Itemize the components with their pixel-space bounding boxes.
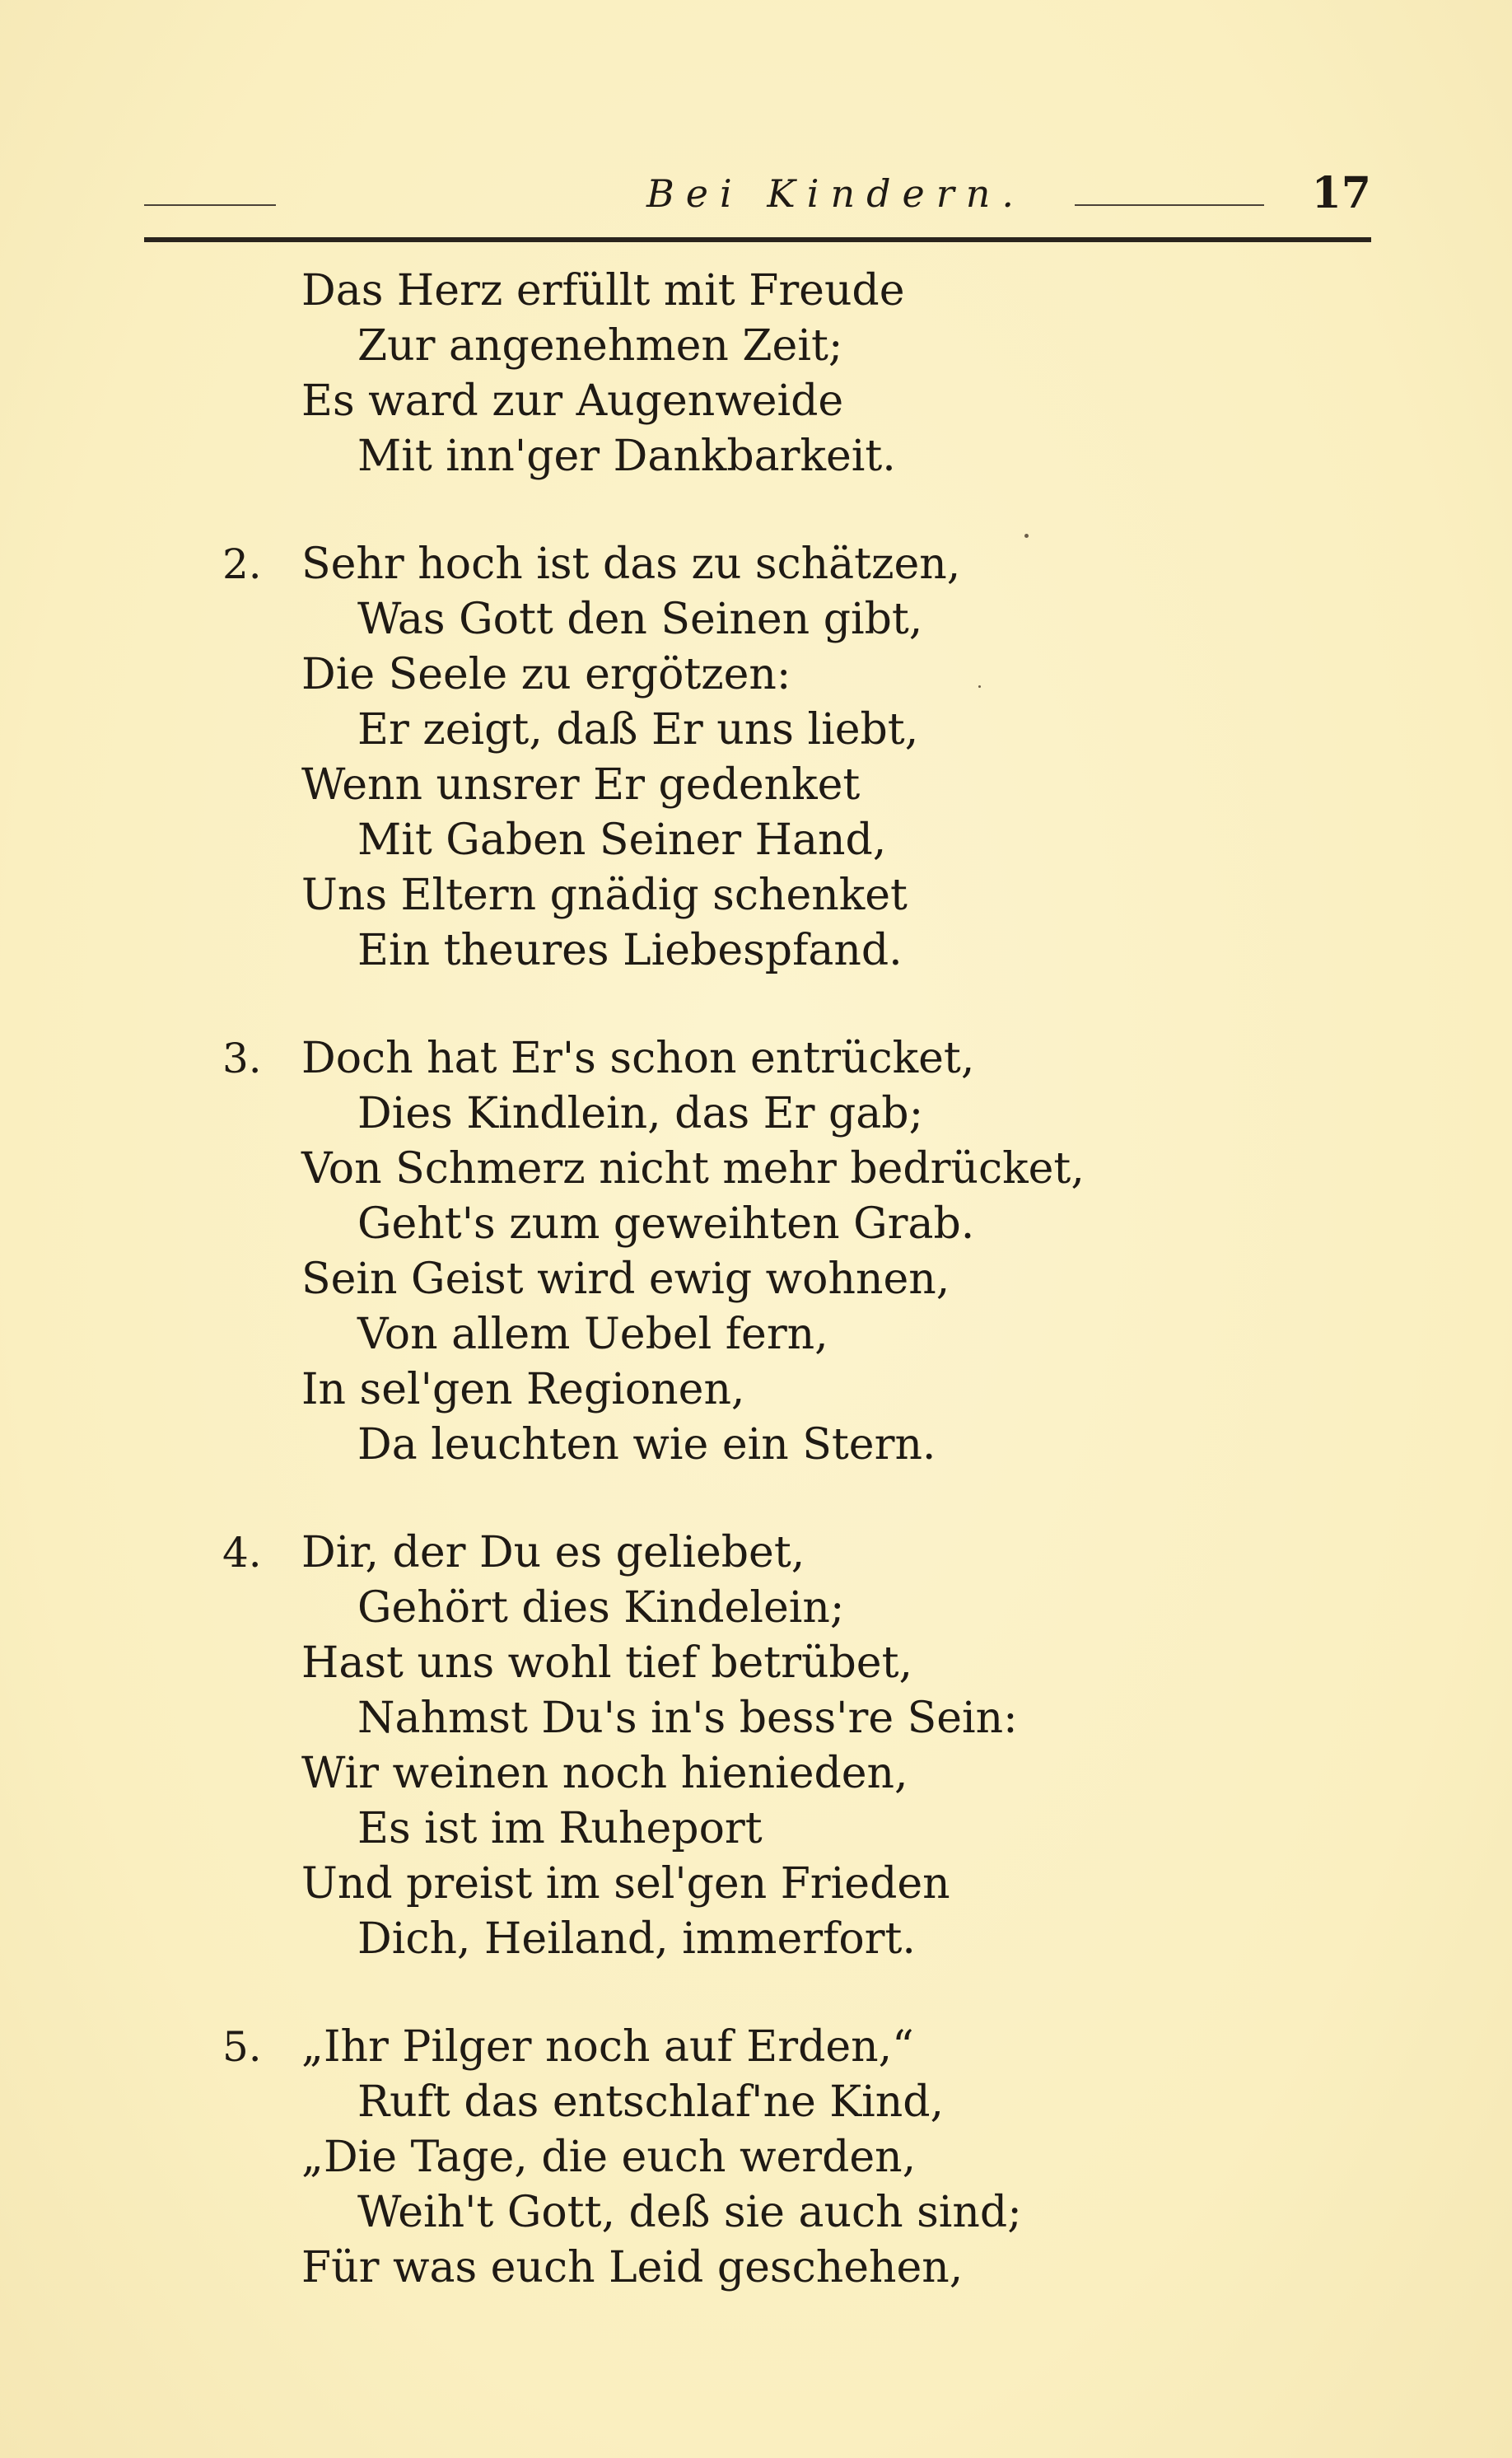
header-rule-left — [144, 204, 276, 206]
stanza-3 — [222, 1031, 1441, 1473]
verse-line: Wir weinen noch hienieden, — [301, 1749, 908, 1798]
verse-line: Er zeigt, daß Er uns liebt, — [357, 705, 919, 755]
verse-line: Sehr hoch ist das zu schätzen, — [301, 540, 961, 589]
verse-line: Es ward zur Augenweide — [301, 376, 844, 426]
verse-line: Doch hat Er's schon entrücket, — [301, 1034, 975, 1083]
verse-line: Da leuchten wie ein Stern. — [357, 1420, 936, 1470]
running-title: Bei Kindern. — [646, 171, 1025, 216]
verse-line: Dies Kindlein, das Er gab; — [357, 1089, 924, 1138]
stanza-5 — [222, 2020, 1441, 2296]
verse-line: Nahmst Du's in's bess're Sein: — [357, 1694, 1018, 1743]
verse-line: Es ist im Ruheport — [357, 1804, 763, 1853]
stanza-2 — [222, 537, 1441, 979]
stanza-number: 2. — [222, 540, 262, 588]
verse-line: Geht's zum geweihten Grab. — [357, 1199, 975, 1249]
verse-line: Von Schmerz nicht mehr bedrücket, — [301, 1144, 1085, 1194]
verse-line: Wenn unsrer Er gedenket — [301, 760, 861, 810]
verse-line: Dich, Heiland, immerfort. — [357, 1914, 916, 1964]
verse-line: Für was euch Leid geschehen, — [301, 2243, 964, 2292]
verse-line: „Ihr Pilger noch auf Erden,“ — [301, 2022, 914, 2072]
stanza-4 — [222, 1526, 1441, 1967]
verse-line: Mit inn'ger Dankbarkeit. — [357, 432, 896, 481]
paper-speck — [978, 685, 981, 688]
verse-line: Ruft das entschlaf'ne Kind, — [357, 2077, 945, 2127]
verse-line: Mit Gaben Seiner Hand, — [357, 815, 887, 865]
paper-speck — [1024, 534, 1029, 538]
verse-line: Was Gott den Seinen gibt, — [357, 595, 923, 644]
verse-line: Hast uns wohl tief betrübet, — [301, 1638, 912, 1688]
stanza-number: 5. — [222, 2023, 262, 2071]
poem-body — [222, 264, 1441, 2348]
stanza-number: 3. — [222, 1035, 262, 1082]
verse-line: Ein theures Liebespfand. — [357, 926, 903, 975]
verse-line: Und preist im sel'gen Frieden — [301, 1859, 950, 1909]
header-rule-right — [1075, 204, 1264, 206]
verse-line: „Die Tage, die euch werden, — [301, 2133, 917, 2182]
page-number: 17 — [1311, 168, 1371, 218]
verse-line: Dir, der Du es geliebet, — [301, 1528, 805, 1577]
verse-line: Zur angenehmen Zeit; — [357, 321, 843, 371]
verse-line: Von allem Uebel fern, — [357, 1310, 828, 1359]
verse-line: Weih't Gott, deß sie auch sind; — [357, 2188, 1022, 2237]
verse-line: Die Seele zu ergötzen: — [301, 650, 791, 699]
stanza-1 — [222, 264, 1441, 484]
verse-line: In sel'gen Regionen, — [301, 1365, 745, 1414]
header-divider — [144, 237, 1371, 242]
verse-line: Sein Geist wird ewig wohnen, — [301, 1255, 950, 1304]
stanza-number: 4. — [222, 1529, 262, 1577]
verse-line: Uns Eltern gnädig schenket — [301, 871, 908, 920]
page-header — [144, 165, 1371, 222]
verse-line: Gehört dies Kindelein; — [357, 1583, 845, 1633]
verse-line: Das Herz erfüllt mit Freude — [301, 266, 905, 315]
